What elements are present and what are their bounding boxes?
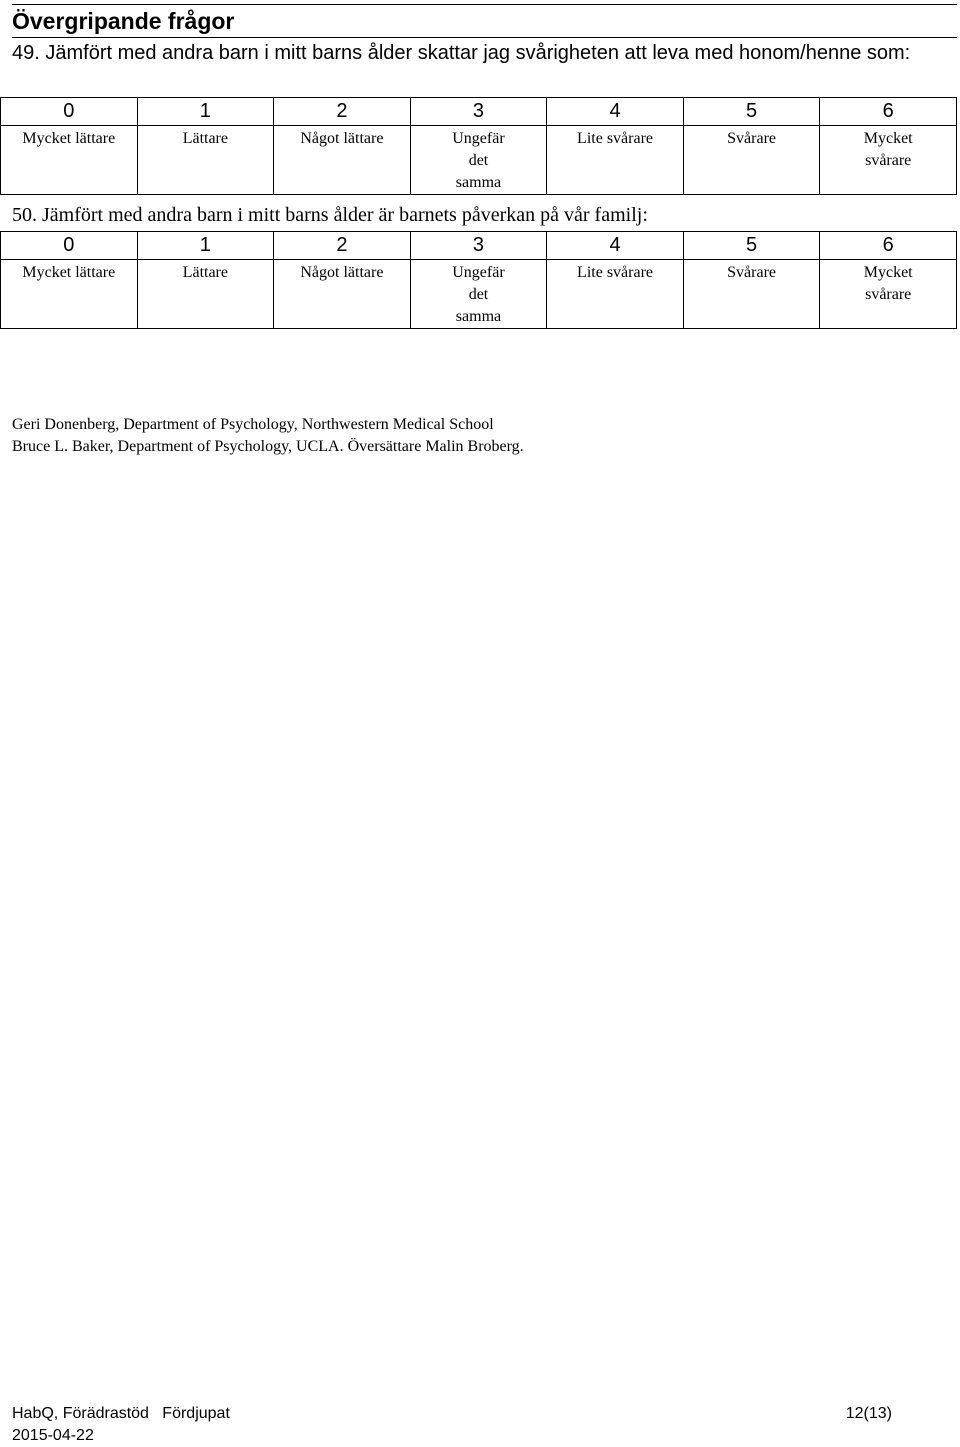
scale-label: Mycket lättare: [1, 260, 138, 329]
question-50-text: 50. Jämfört med andra barn i mitt barns ålder är barnets påverkan på vår familj:: [12, 204, 648, 226]
scale-label: Ungefär det samma: [410, 126, 547, 195]
scale-label: Ungefär det samma: [410, 260, 547, 329]
question-50-scale: [0, 231, 957, 329]
footer-date: 2015-04-22: [12, 1427, 94, 1444]
scale-label: Mycket lättare: [1, 126, 138, 195]
scale-label: Lättare: [137, 126, 274, 195]
footer-document-name: HabQ, Förädrastöd Fördjupat: [12, 1405, 230, 1422]
scale-value[interactable]: 5: [683, 98, 820, 126]
scale-value[interactable]: 6: [820, 98, 957, 126]
scale-label: Svårare: [683, 126, 820, 195]
scale-value[interactable]: 2: [274, 98, 411, 126]
credits: [12, 414, 524, 458]
scale-value[interactable]: 2: [274, 232, 411, 260]
scale-value[interactable]: 5: [683, 232, 820, 260]
question-49-text: 49. Jämfört med andra barn i mitt barns ålder skattar jag svårigheten att leva med honom/henne som:: [12, 42, 911, 64]
scale-value[interactable]: 0: [1, 98, 138, 126]
scale-value[interactable]: 0: [1, 232, 138, 260]
scale-label: Mycket svårare: [820, 126, 957, 195]
scale-value[interactable]: 3: [410, 232, 547, 260]
scale-label: Lite svårare: [547, 126, 684, 195]
section-title: Övergripande frågor: [12, 8, 235, 34]
title-rule: [12, 37, 957, 38]
scale-value[interactable]: 4: [547, 98, 684, 126]
footer-page-number: 12(13): [845, 1405, 892, 1422]
page-footer: [12, 1403, 892, 1447]
scale-label: Något lättare: [274, 126, 411, 195]
scale-label: Mycket svårare: [820, 260, 957, 329]
scale-label: Lite svårare: [547, 260, 684, 329]
scale-value[interactable]: 6: [820, 232, 957, 260]
question-49-scale: [0, 97, 957, 195]
credit-line-translator: Bruce L. Baker, Department of Psychology, UCLA. Översättare Malin Broberg.: [12, 438, 524, 455]
credit-line-authors: Geri Donenberg, Department of Psychology, Northwestern Medical School: [12, 416, 494, 433]
scale-label: Svårare: [683, 260, 820, 329]
scale-label: Något lättare: [274, 260, 411, 329]
scale-value[interactable]: 1: [137, 232, 274, 260]
scale-label: Lättare: [137, 260, 274, 329]
scale-value[interactable]: 1: [137, 98, 274, 126]
scale-value[interactable]: 3: [410, 98, 547, 126]
scale-value[interactable]: 4: [547, 232, 684, 260]
